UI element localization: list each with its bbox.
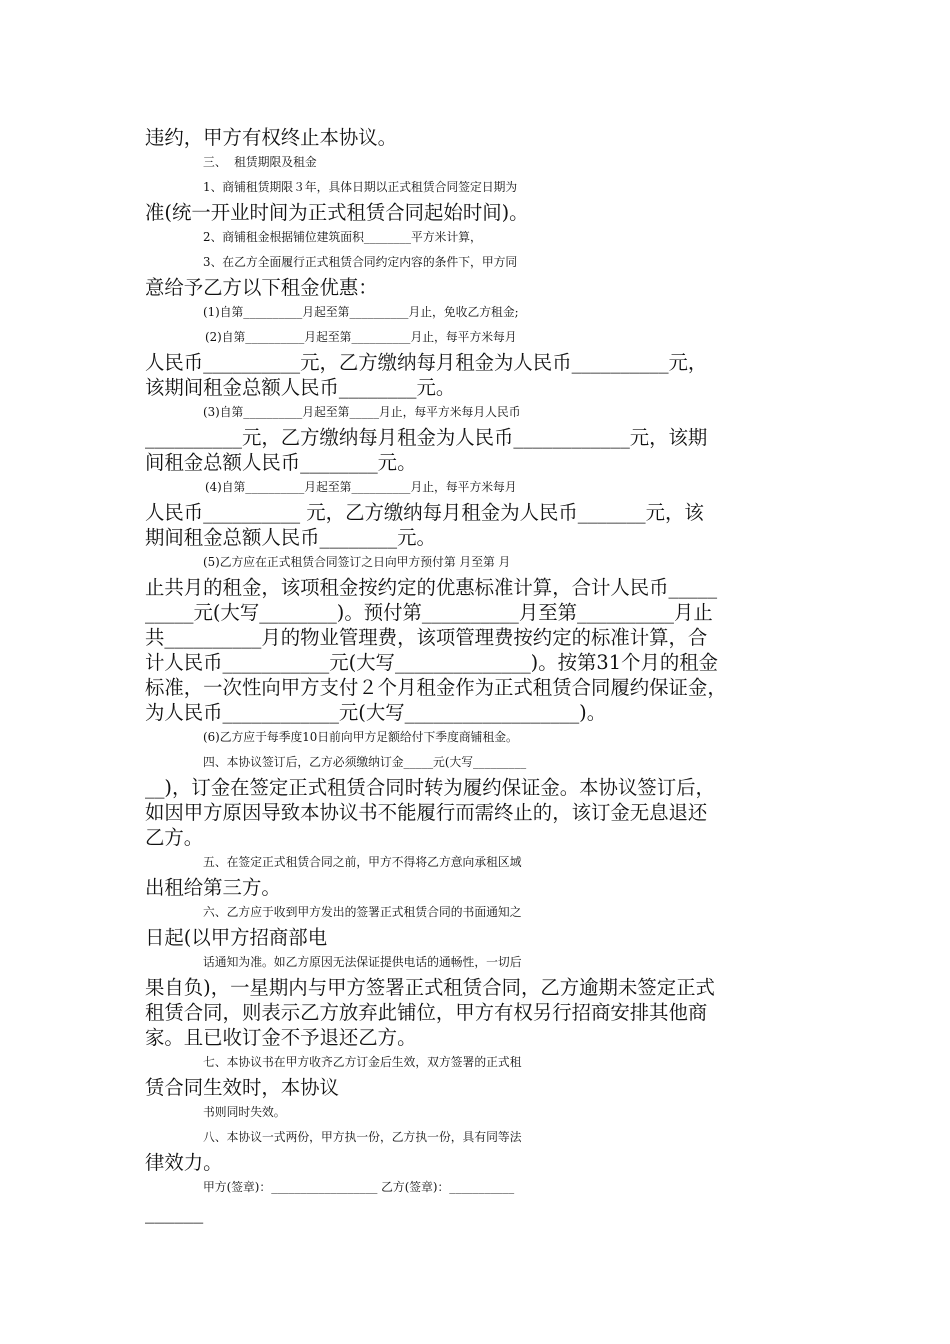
text-line: 赁合同生效时，本协议 [145, 1076, 339, 1099]
text-line: (4)自第__________月起至第__________月止，每平方米每月 [205, 480, 517, 494]
text-line: 计人民币___________元(大写______________)。按第31个月的租金 [145, 651, 719, 674]
text-line: 标准，一次性向甲方支付２个月租金作为正式租赁合同履约保证金， [145, 676, 727, 699]
text-line: 家。且已收订金不予退还乙方。 [145, 1026, 417, 1049]
text-line: (3)自第__________月起至第_____月止，每平方米每月人民币 [203, 405, 521, 419]
text-line: (2)自第__________月起至第__________月止，每平方米每月 [205, 330, 517, 344]
text-line: 七、本协议书在甲方收齐乙方订金后生效，双方签署的正式租 [203, 1055, 522, 1069]
text-line: (1)自第__________月起至第__________月止，免收乙方租金; [203, 305, 519, 319]
section-heading: 三、 租赁期限及租金 [203, 155, 317, 169]
text-line: 期间租金总额人民币________元。 [145, 526, 436, 549]
text-line: _____元(大写________)。预付第__________月至第__________月止 [145, 601, 713, 624]
text-line: 书则同时失效。 [203, 1105, 286, 1119]
text-line: 意给予乙方以下租金优惠： [145, 276, 378, 299]
text-line: 该期间租金总额人民币________元。 [145, 376, 456, 399]
text-line: 违约，甲方有权终止本协议。 [145, 126, 398, 149]
text-line: 间租金总额人民币________元。 [145, 451, 417, 474]
text-line: 乙方。 [145, 826, 204, 849]
text-line: (5)乙方应在正式租赁合同签订之日向甲方预付第 月至第 月 [203, 555, 511, 569]
text-line: 共__________月的物业管理费，该项管理费按约定的标准计算，合 [145, 626, 708, 649]
text-line: 出租给第三方。 [145, 876, 281, 899]
text-line: 租赁合同，则表示乙方放弃此铺位，甲方有权另行招商安排其他商 [145, 1001, 708, 1024]
text-line: 五、在签定正式租赁合同之前，甲方不得将乙方意向承租区域 [203, 855, 522, 869]
text-line: 2、商铺租金根据铺位建筑面积________平方米计算， [203, 230, 482, 244]
text-line: 果自负)，一星期内与甲方签署正式租赁合同，乙方逾期未签定正式 [145, 976, 715, 999]
text-line: 3、在乙方全面履行正式租赁合同约定内容的条件下，甲方同 [203, 255, 518, 269]
text-line: __________元，乙方缴纳每月租金为人民币____________元，该期 [145, 426, 708, 449]
signature-line-continuation: ______ [145, 1201, 204, 1224]
text-line: 四、本协议签订后，乙方必须缴纳订金_____元(大写_________ [203, 755, 527, 769]
text-line: 律效力。 [145, 1151, 223, 1174]
text-line: 人民币__________元，乙方缴纳每月租金为人民币__________元， [145, 351, 708, 374]
text-line: 1、商铺租赁期限３年，具体日期以正式租赁合同签定日期为 [203, 180, 518, 194]
text-line: 人民币__________ 元，乙方缴纳每月租金为人民币_______元，该 [145, 501, 704, 524]
text-line: 为人民币____________元(大写__________________)。 [145, 701, 607, 724]
text-line: 止共月的租金，该项租金按约定的优惠标准计算，合计人民币_____ [145, 576, 718, 599]
signature-line: 甲方(签章)：__________________ 乙方(签章)：___________ [203, 1180, 515, 1194]
text-line: 准(统一开业时间为正式租赁合同起始时间)。 [145, 201, 529, 224]
text-line: __)，订金在签定正式租赁合同时转为履约保证金。本协议签订后， [145, 776, 715, 799]
text-line: (6)乙方应于每季度10日前向甲方足额给付下季度商铺租金。 [203, 730, 518, 744]
text-line: 八、本协议一式两份，甲方执一份，乙方执一份，具有同等法 [203, 1130, 522, 1144]
text-line: 六、乙方应于收到甲方发出的签署正式租赁合同的书面通知之 [203, 905, 522, 919]
text-line: 如因甲方原因导致本协议书不能履行而需终止的，该订金无息退还 [145, 801, 708, 824]
text-line: 日起(以甲方招商部电 [145, 926, 328, 949]
text-line: 话通知为准。如乙方原因无法保证提供电话的通畅性，一切后 [203, 955, 522, 969]
